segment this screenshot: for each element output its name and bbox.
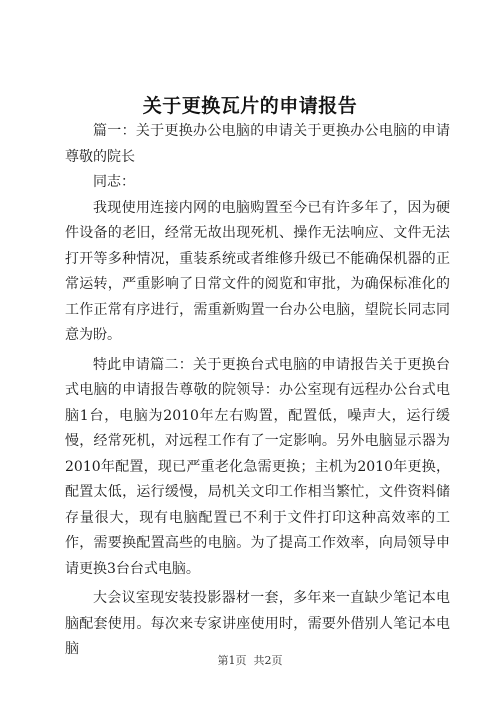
page-footer <box>0 652 500 668</box>
paragraph-2: 我现使用连接内网的电脑购置至今已有许多年了，因为硬件设备的老旧，经常无故出现死机、操作无法响应、文件无法打开等多种情况，重装系统或者维修升级已不能确保机器的正常运转，严重影响了日常文件的阅览和审批，为确保标准化的工作正常有序进行，需重新购置一台办公电脑，望院长同志同意为盼。 <box>65 199 450 343</box>
document-title: 关于更换瓦片的申请报告 <box>142 95 358 117</box>
page-number-label: 第1页 共2页 <box>217 654 283 667</box>
paragraph-4: 大会议室现安装投影器材一套，多年来一直缺少笔记本电脑配套使用。每次来专家讲座使用时，需要外借别人笔记本电脑 <box>65 590 450 657</box>
document-body <box>65 119 450 663</box>
paragraph-1: 篇一：关于更换办公电脑的申请关于更换办公电脑的申请尊敬的院长 <box>65 123 450 165</box>
paragraph-3: 特此申请篇二：关于更换台式电脑的申请报告关于更换台式电脑的申请报告尊敬的院领导：办公室现有远程办公台式电脑1台，电脑为2010年左右购置，配置低，噪声大，运行缓慢，经常死机，对远程工作有了一定影响。另外电脑显示器为2010年配置，现已严重老化急需更换；主机为2010年更换，配置太低，运行缓慢，局机关文印工作相当繁忙，文件资料储存量很大，现有电脑配置已不利于文件打印这种高效率的工作，需要换配置高些的电脑。为了提高工作效率，向局领导申请更换3台台式电脑。 <box>65 356 450 577</box>
salutation: 同志： <box>93 174 135 190</box>
